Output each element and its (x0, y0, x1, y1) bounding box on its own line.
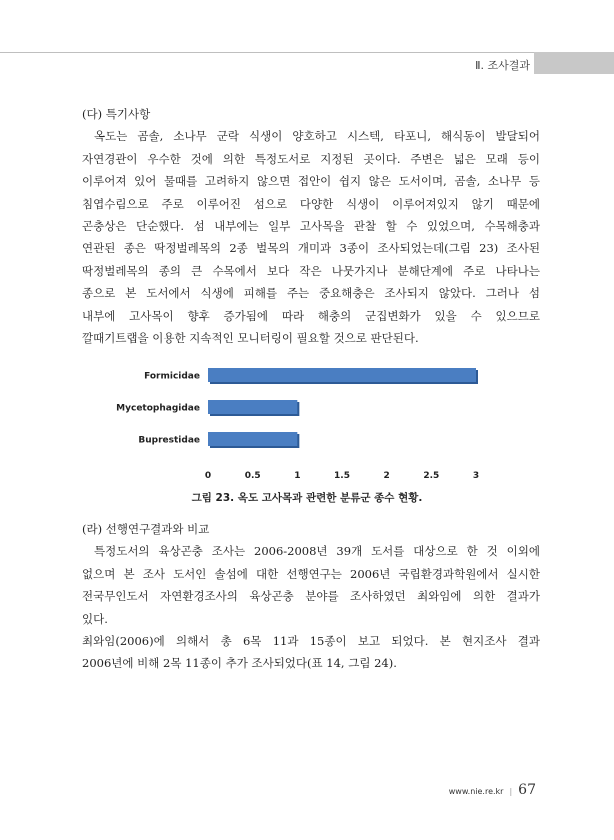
chart-canvas (110, 360, 510, 480)
bar (208, 432, 297, 446)
x-tick-label: 3 (472, 471, 480, 480)
x-tick-label: 1 (294, 471, 301, 480)
category-label: Buprestidae (138, 435, 200, 446)
x-tick-label: 0 (204, 471, 212, 480)
section-e-line: 특정도서의 육상곤충 조사는 2006-2008년 39개 도서를 대상으로 한 것 이외에 (94, 544, 540, 559)
section-e-line: 없으며 본 조사 도서인 솔섬에 대한 선행연구는 2006년 국립환경과학원에서 실시한 (82, 566, 540, 581)
bar (208, 400, 297, 414)
section-d-line: 내부에 고사목이 향후 증가됨에 따라 해충의 군집변화가 있을 수 있으므로 (82, 308, 540, 323)
section-d-line: 연관된 종은 딱정벌레목의 2종 벌목의 개미과 3종이 조사되었는데(그림 23) 조사된 (82, 241, 540, 256)
taxa-bar-chart (110, 360, 510, 480)
section-d-line: 곤충상은 단순했다. 섬 내부에는 일부 고사목을 관찰 할 수 있었으며, 수목해충과 (82, 219, 540, 234)
x-tick-label: 0.5 (244, 471, 261, 480)
section-e-line: 2006년에 비해 2목 11종이 추가 조사되었다(표 14, 그림 24). (82, 656, 397, 671)
x-tick-label: 2 (383, 471, 390, 480)
section-d-line: 깔때기트랩을 이용한 지속적인 모니터링이 필요할 것으로 판단된다. (82, 331, 419, 346)
section-e (82, 518, 540, 675)
section-d-line: 옥도는 곰솔, 소나무 군락 식생이 양호하고 시스텍, 타포니, 해식동이 발달되어 (94, 129, 540, 144)
figure-caption: 그림 23. 옥도 고사목과 관련한 분류군 종수 현황. (191, 492, 423, 504)
section-d-line: 침엽수림으로 주로 이루어진 섬으로 다양한 식생이 이루어져있지 않기 때문에 (82, 196, 540, 211)
header-tab (534, 52, 614, 74)
section-d-heading: (다) 특기사항 (82, 107, 151, 121)
section-e-line: 전국무인도서 자연환경조사의 육상곤충 분야를 조사하였던 최와임에 의한 결과가 (82, 589, 540, 604)
section-e-heading: (라) 선행연구결과와 비교 (82, 522, 210, 536)
section-d (82, 103, 540, 349)
x-tick-label: 2.5 (423, 471, 440, 480)
page-number: 67 (518, 782, 536, 798)
section-d-line: 종으로 본 도서에서 식생에 피해를 주는 중요해충은 조사되지 않았다. 그러나 섬 (82, 286, 540, 301)
header-rule (0, 52, 614, 53)
section-d-line: 딱정벌레목의 종의 큰 수목에서 보다 작은 나뭇가지나 분해단계에 주로 나타나는 (82, 263, 540, 278)
category-label: Mycetophagidae (116, 403, 200, 414)
section-d-line: 이루어져 있어 물때를 고려하지 않으면 접안이 쉽지 않은 도서이며, 곰솔, 소나무 등 (82, 174, 540, 189)
x-tick-label: 1.5 (334, 471, 350, 480)
page-footer (449, 782, 536, 798)
bar (208, 368, 476, 382)
section-e-line: 최와임(2006)에 의해서 총 6목 11과 15종이 보고 되었다. 본 현지조사 결과 (82, 634, 540, 649)
category-label: Formicidae (144, 371, 200, 382)
running-header: Ⅱ. 조사결과 (475, 59, 530, 72)
section-e-line: 있다. (82, 611, 108, 626)
footer-url: www.nie.re.kr (448, 787, 504, 796)
footer-separator: | (509, 787, 513, 796)
section-d-line: 자연경관이 우수한 것에 의한 특정도서로 지정된 곳이다. 주변은 넓은 모래 등이 (82, 151, 540, 166)
